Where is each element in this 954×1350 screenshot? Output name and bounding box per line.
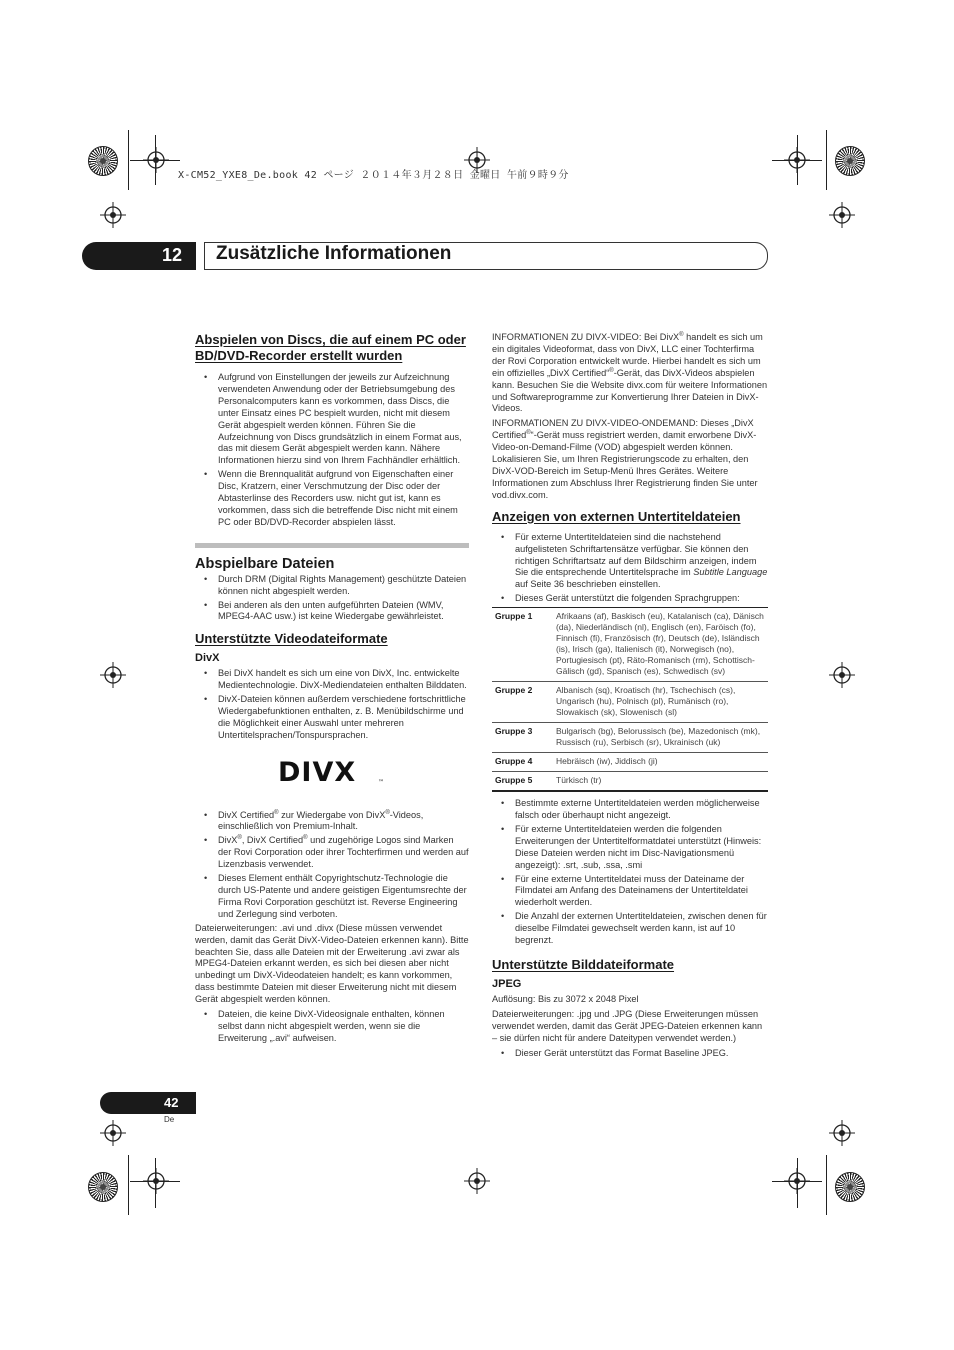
registration-mark-icon bbox=[100, 1120, 126, 1146]
color-rosette-icon bbox=[835, 1172, 865, 1202]
registration-mark-icon bbox=[143, 147, 169, 173]
registration-mark-icon bbox=[784, 147, 810, 173]
playable-files-list bbox=[195, 574, 469, 624]
list-item: • Bestimmte externe Untertiteldateien werden möglicherweise falsch oder überhaupt nicht angezeigt. bbox=[492, 798, 768, 822]
divx-extensions-text: Dateierweiterungen: .avi und .divx (Diese müssen verwendet werden, damit das Gerät DivX-Video-Dateien erkennen kann). Bitte beachten Sie, dass alle Dateien mit der Erweiterung .avi zwar als MPEG4-Dateien erkannt werden, es sich bei diesen aber nicht unbedingt um DivX-Videodateien handelt; es kann vorkommen, dass bestimmte Dateien mit dieser Erweiterung nicht mit diesem Gerät abgespielt werden können. bbox=[195, 922, 469, 1005]
registration-mark-icon bbox=[784, 1168, 810, 1194]
registration-mark-icon bbox=[829, 1120, 855, 1146]
left-column bbox=[195, 332, 469, 1047]
color-rosette-icon bbox=[835, 146, 865, 176]
subheading-divx: DivX bbox=[195, 652, 220, 665]
divx-video-info: INFORMATIONEN ZU DIVX-VIDEO: Bei DivX® handelt es sich um ein digitales Videoformat, dass von DivX, LLC einer Tochterfirma der Rovi Corporation entwickelt wurde. Hierbei handelt es sich um ein offizielles „DivX Certified“®-Gerät, das DivX-Videos abspielen kann. Besuchen Sie die Website divx.com für weitere Informationen und Softwareprogramme zur Konvertierung Ihrer Dateien in DivX-Videos. bbox=[492, 331, 768, 414]
list-item: • DivX®, DivX Certified® und zugehörige Logos sind Marken der Rovi Corporation oder ihrer Tochterfirmen und werden auf Lizenzbasis verwendet. bbox=[195, 835, 469, 871]
page-language: De bbox=[164, 1115, 175, 1124]
divx-vod-info: INFORMATIONEN ZU DIVX-VIDEO-ONDEMAND: Dieses „DivX Certified®“-Gerät muss registriert werden, damit erworbene DivX-Video-on-Demand-Filme (VOD) abgespielt werden können. Lokalisieren Sie, um Ihren Registrierungscode zu erhalten, den DivX-VOD-Bereich im Setup-Menü Ihres Gerätes. Weitere Informationen zum Abschluss Ihrer Registrierung finden Sie unter vod.divx.com. bbox=[492, 418, 758, 500]
registration-mark-icon bbox=[100, 662, 126, 688]
section-heading-video-formats: Unterstützte Videodateiformate bbox=[195, 631, 388, 647]
jpeg-list bbox=[492, 1048, 768, 1060]
pc-discs-list bbox=[195, 372, 469, 529]
list-item: • DivX Certified® zur Wiedergabe von DivX®-Videos, einschließlich von Premium-Inhalt. bbox=[195, 810, 469, 834]
registration-mark-icon bbox=[829, 202, 855, 228]
table-row: Gruppe 4 Hebräisch (iw), Jiddisch (ji) bbox=[492, 753, 768, 772]
list-item: • Bei DivX handelt es sich um eine von DivX, Inc. entwickelte Medientechnologie. DivX-Mediendateien enthalten Bilddaten. bbox=[195, 668, 469, 692]
jpeg-extensions: Dateierweiterungen: .jpg und .JPG (Diese Erweiterungen müssen verwendet werden, damit das Gerät JPEG-Dateien erkennen kann – sie dürfen nicht für andere Dateitypen verwendet werden.) bbox=[492, 1008, 763, 1043]
table-row: Gruppe 3 Bulgarisch (bg), Belorussisch (be), Mazedonisch (mk), Russisch (ru), Serbisch (sr), Ukrainisch (uk) bbox=[492, 723, 768, 753]
table-row: Gruppe 5 Türkisch (tr) bbox=[495, 775, 602, 786]
table-row: Gruppe 2 Albanisch (sq), Kroatisch (hr), Tschechisch (cs), Ungarisch (hu), Polnisch (pl), Rumänisch (ro), Slowakisch (sk), Slowenisch (sl) bbox=[492, 682, 768, 723]
list-item: • Dieses Element enthält Copyrightschutz-Technologie die durch US-Patente und andere geistigen Eigentumsrechte der Firma Rovi Corporation geschützt ist. Reverse Engineering und Zerlegung sind verboten. bbox=[195, 873, 469, 921]
list-item: • Aufgrund von Einstellungen der jeweils zur Aufzeichnung verwendeten Anwendung oder der Betriebsumgebung des Personalcomputers kann es vorkommen, dass Discs, die unter Einsatz eines PC bespielt wurden, nicht mit diesem Gerät abgespielt werden können. Führen Sie die Aufzeichnung von Discs grundsätzlich in einem Format aus, das mit diesem Gerät abgespielt werden kann. Nähere Informationen hierzu sind von Ihrem Fachhändler erhältlich. bbox=[195, 372, 469, 467]
list-item: • Für eine externe Untertiteldatei muss der Dateiname der Filmdatei am Anfang des Dateinamens der Untertiteldatei wiederholt werden. bbox=[492, 874, 768, 910]
jpeg-resolution: Auflösung: Bis zu 3072 x 2048 Pixel bbox=[492, 993, 639, 1004]
list-item: • Dieser Gerät unterstützt das Format Baseline JPEG. bbox=[492, 1048, 768, 1060]
divx-logo-icon bbox=[278, 756, 386, 786]
section-heading-image-formats: Unterstützte Bilddateiformate bbox=[492, 957, 675, 972]
svg-text:™: ™ bbox=[378, 778, 384, 786]
list-item: • Dateien, die keine DivX-Videosignale enthalten, können selbst dann nicht abgespielt werden, wenn sie die Erweiterung „.avi“ aufweisen. bbox=[195, 1009, 469, 1045]
subtitle-intro-list bbox=[492, 532, 768, 605]
section-heading-pc-discs: Abspielen von Discs, die auf einem PC oder BD/DVD-Recorder erstellt wurden bbox=[195, 332, 466, 363]
list-item: • DivX-Dateien können außerdem verschiedene fortschrittliche Wiedergabefunktionen enthalten, z. B. Menübildschirme und die Möglichkeit einer Auswahl unter mehreren Untertitelsprachen/Tonspursprachen. bbox=[195, 694, 469, 742]
list-item: • Dieses Gerät unterstützt die folgenden Sprachgruppen: bbox=[492, 593, 768, 605]
registration-mark-icon bbox=[143, 1168, 169, 1194]
print-file-info: X-CM52_YXE8_De.book 42 ページ ２０１４年３月２８日 金曜日 午前９時９分 bbox=[178, 170, 569, 181]
divx-avi-list bbox=[195, 1009, 469, 1045]
list-item: • Wenn die Brennqualität aufgrund von Eigenschaften einer Disc, Kratzern, einer Verschmutzung der Disc oder der Abtasterlinse des Recorders usw. nicht gut ist, kann es vorkommen, dass sich die betreffende Disc nicht mit einem PC oder BD/DVD-Recorder abspielen lässt. bbox=[195, 469, 469, 529]
divx-list bbox=[195, 668, 469, 741]
list-item: • Durch DRM (Digital Rights Management) geschützte Dateien können nicht abgespielt werden. bbox=[195, 574, 469, 598]
color-rosette-icon bbox=[88, 146, 118, 176]
language-group-table bbox=[492, 607, 768, 792]
registration-mark-icon bbox=[100, 202, 126, 228]
list-item: • Für externe Untertiteldateien werden die folgenden Erweiterungen der Untertitelformatdatei unterstützt (Hinweis: Diese Dateien werden nicht im Disc-Navigationsmenü angezeigt): .srt, .sub, .ssa, .smi bbox=[492, 824, 768, 872]
registration-mark-icon bbox=[829, 662, 855, 688]
subheading-jpeg: JPEG bbox=[492, 978, 522, 990]
page-number-tab bbox=[100, 1092, 196, 1114]
registration-mark-icon bbox=[464, 1168, 490, 1194]
divx-certified-list bbox=[195, 810, 469, 921]
svg-text:DIVX: DIVX bbox=[278, 756, 357, 786]
right-column bbox=[492, 332, 768, 1061]
list-item: • Für externe Untertiteldateien sind die nachstehend aufgelisteten Schriftartensätze verfügbar. Sie können den richtigen Schriftartsatz auf dem Bildschirm anzeigen, indem Sie die entsprechende Untertitelsprache im Subtitle Language auf Seite 36 beschrieben einstellen. bbox=[492, 532, 768, 592]
table-row: Gruppe 1 Afrikaans (af), Baskisch (eu), Katalanisch (ca), Dänisch (da), Niederländisch (nl), Englisch (en), Faröisch (fo), Finnisch (fi), Französisch (fr), Deutsch (de), Isländisch (is), Irisch (ga), Italienisch (it), Norwegisch (no), Portugiesisch (pt), Räto-Romanisch (rm), Schottisch-Gälisch (gd), Spanisch (es), Schwedisch (sv) bbox=[492, 608, 768, 682]
chapter-title: Zusätzliche Informationen bbox=[216, 243, 452, 264]
chapter-number: 12 bbox=[162, 245, 183, 265]
subtitle-notes-list bbox=[492, 798, 768, 947]
section-heading-subtitles: Anzeigen von externen Untertiteldateien bbox=[492, 508, 741, 524]
page-number: 42 bbox=[164, 1095, 179, 1110]
color-rosette-icon bbox=[88, 1172, 118, 1202]
section-heading-playable-files: Abspielbare Dateien bbox=[195, 543, 469, 571]
list-item: • Die Anzahl der externen Untertiteldateien, zwischen denen für dieselbe Filmdatei gewechselt werden kann, ist auf 10 begrenzt. bbox=[492, 911, 768, 947]
list-item: • Bei anderen als den unten aufgeführten Dateien (WMV, MPEG4-AAC usw.) ist keine Wiedergabe gewährleistet. bbox=[195, 600, 469, 624]
